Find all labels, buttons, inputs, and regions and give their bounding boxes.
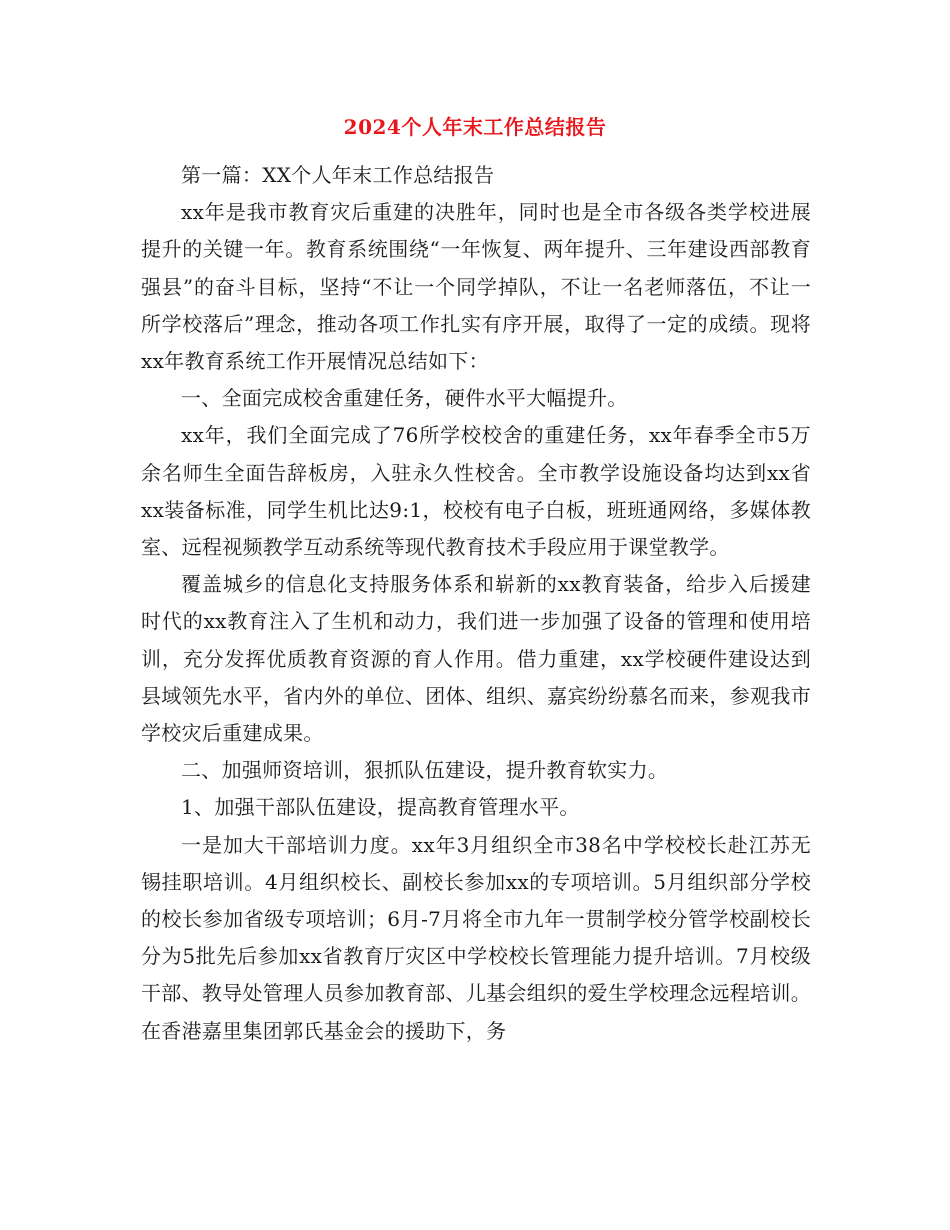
document-body (141, 157, 811, 1050)
paragraph: xx年，我们全面完成了76所学校校舍的重建任务，xx年春季全市5万余名师生全面告辞板房，入驻永久性校舍。全市教学设施设备均达到xx省 xx装备标准，同学生机比达9:1，校校有电子白板，班班通网络，多媒体教室、远程视频教学互动系统等现代教育技术手段应用于课堂教学。 (141, 423, 811, 560)
paragraph: xx年是我市教育灾后重建的决胜年，同时也是全市各级各类学校进展提升的关键一年。教育系统围绕“一年恢复、两年提升、三年建设西部教育强县”的奋斗目标，坚持“不让一个同学掉队，不让一名老师落伍，不让一所学校落后”理念，推动各项工作扎实有序开展，取得了一定的成绩。现将xx年教育系统工作开展情况总结如下： (141, 200, 811, 374)
paragraph: 覆盖城乡的信息化支持服务体系和崭新的xx教育装备，给步入后援建时代的xx教育注入了生机和动力，我们进一步加强了设备的管理和使用培训，充分发挥优质教育资源的育人作用。借力重建，xx学校硬件建设达到县域领先水平，省内外的单位、团体、组织、嘉宾纷纷慕名而来，参观我市学校灾后重建成果。 (141, 572, 811, 746)
section-heading: 第一篇：XX个人年末工作总结报告 (181, 163, 495, 187)
section-heading: 二、加强师资培训，狠抓队伍建设，提升教育软实力。 (181, 758, 669, 783)
paragraph: 一是加大干部培训力度。xx年3月组织全市38名中学校校长赴江苏无锡挂职培训。4月组织校长、副校长参加xx的专项培训。5月组织部分学校的校长参加省级专项培训；6月-7月将全市九年一贯制学校分管学校副校长分为5批先后参加xx省教育厅灾区中学校校长管理能力提升培训。7月校级干部、教导处管理人员参加教育部、儿基会组织的爱生学校理念远程培训。在香港嘉里集团郭氏基金会的援助下，务 (141, 832, 811, 1043)
section-heading: 一、全面完成校舍重建任务，硬件水平大幅提升。 (181, 386, 628, 411)
document-title: 2024个人年末工作总结报告 (343, 115, 607, 139)
subsection-heading: 1、加强干部队伍建设，提高教育管理水平。 (181, 795, 580, 820)
